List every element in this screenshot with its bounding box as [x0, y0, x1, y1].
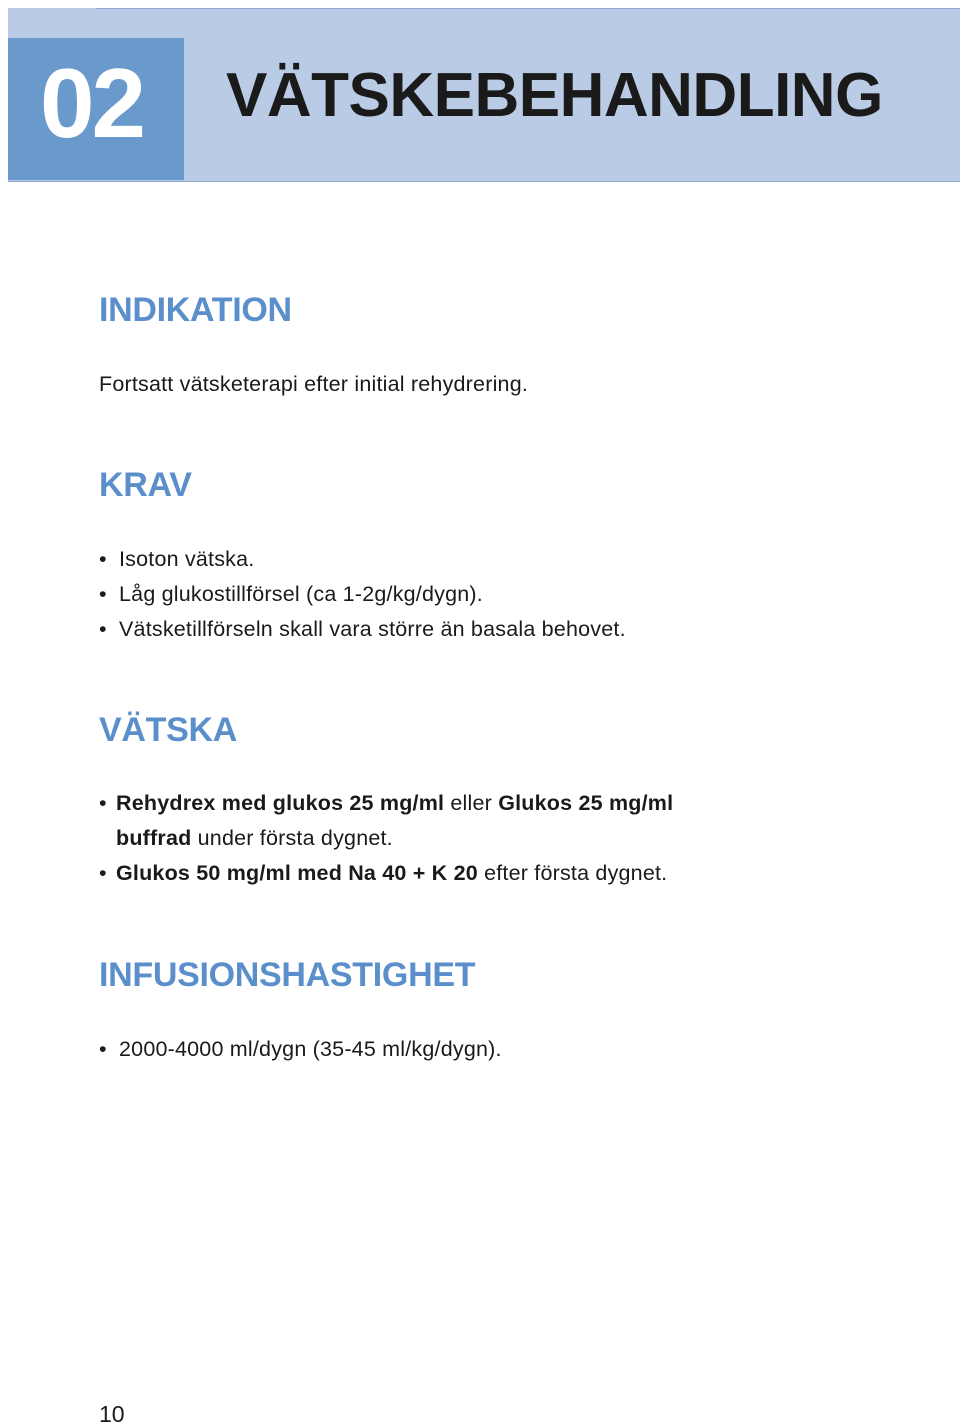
indikation-text: Fortsatt vätsketerapi efter initial rehydrering.	[99, 372, 529, 396]
bullet-icon: •	[99, 582, 107, 606]
bullet-icon: •	[99, 617, 107, 641]
infusion-item-text: 2000-4000 ml/dygn (35-45 ml/kg/dygn).	[119, 1037, 502, 1061]
krav-list-item	[99, 580, 483, 608]
vatska-list-item-continuation	[116, 824, 393, 852]
krav-heading: KRAV	[99, 466, 192, 504]
vatska-item-bold: Glukos 50 mg/ml med Na 40 + K 20	[116, 861, 478, 885]
vatska-list-item	[99, 789, 673, 817]
vatska-item-bold: Glukos 25 mg/ml	[498, 791, 674, 815]
vatska-list-item	[99, 859, 667, 887]
bullet-icon: •	[99, 791, 107, 815]
krav-list-item	[99, 545, 254, 573]
vatska-item-text: efter första dygnet.	[477, 861, 668, 885]
vatska-item-text: under första dygnet.	[191, 826, 393, 850]
bullet-icon: •	[99, 861, 107, 885]
bullet-icon: •	[99, 547, 107, 571]
vatska-item-text: eller	[444, 791, 499, 815]
krav-item-text: Vätsketillförseln skall vara större än basala behovet.	[119, 617, 626, 641]
bullet-icon: •	[99, 1037, 107, 1061]
chapter-number: 02	[40, 48, 144, 158]
vatska-item-bold: buffrad	[116, 826, 192, 850]
indikation-heading: INDIKATION	[99, 291, 292, 329]
page-number: 10	[99, 1401, 125, 1427]
infusion-heading: INFUSIONSHASTIGHET	[99, 956, 476, 994]
krav-list-item	[99, 615, 626, 643]
vatska-item-bold: Rehydrex med glukos 25 mg/ml	[116, 791, 445, 815]
krav-item-text: Isoton vätska.	[119, 547, 255, 571]
vatska-heading: VÄTSKA	[99, 711, 237, 749]
chapter-header-tab	[8, 8, 96, 40]
chapter-title: VÄTSKEBEHANDLING	[226, 61, 883, 130]
krav-item-text: Låg glukostillförsel (ca 1-2g/kg/dygn).	[119, 582, 483, 606]
infusion-list-item	[99, 1035, 502, 1063]
